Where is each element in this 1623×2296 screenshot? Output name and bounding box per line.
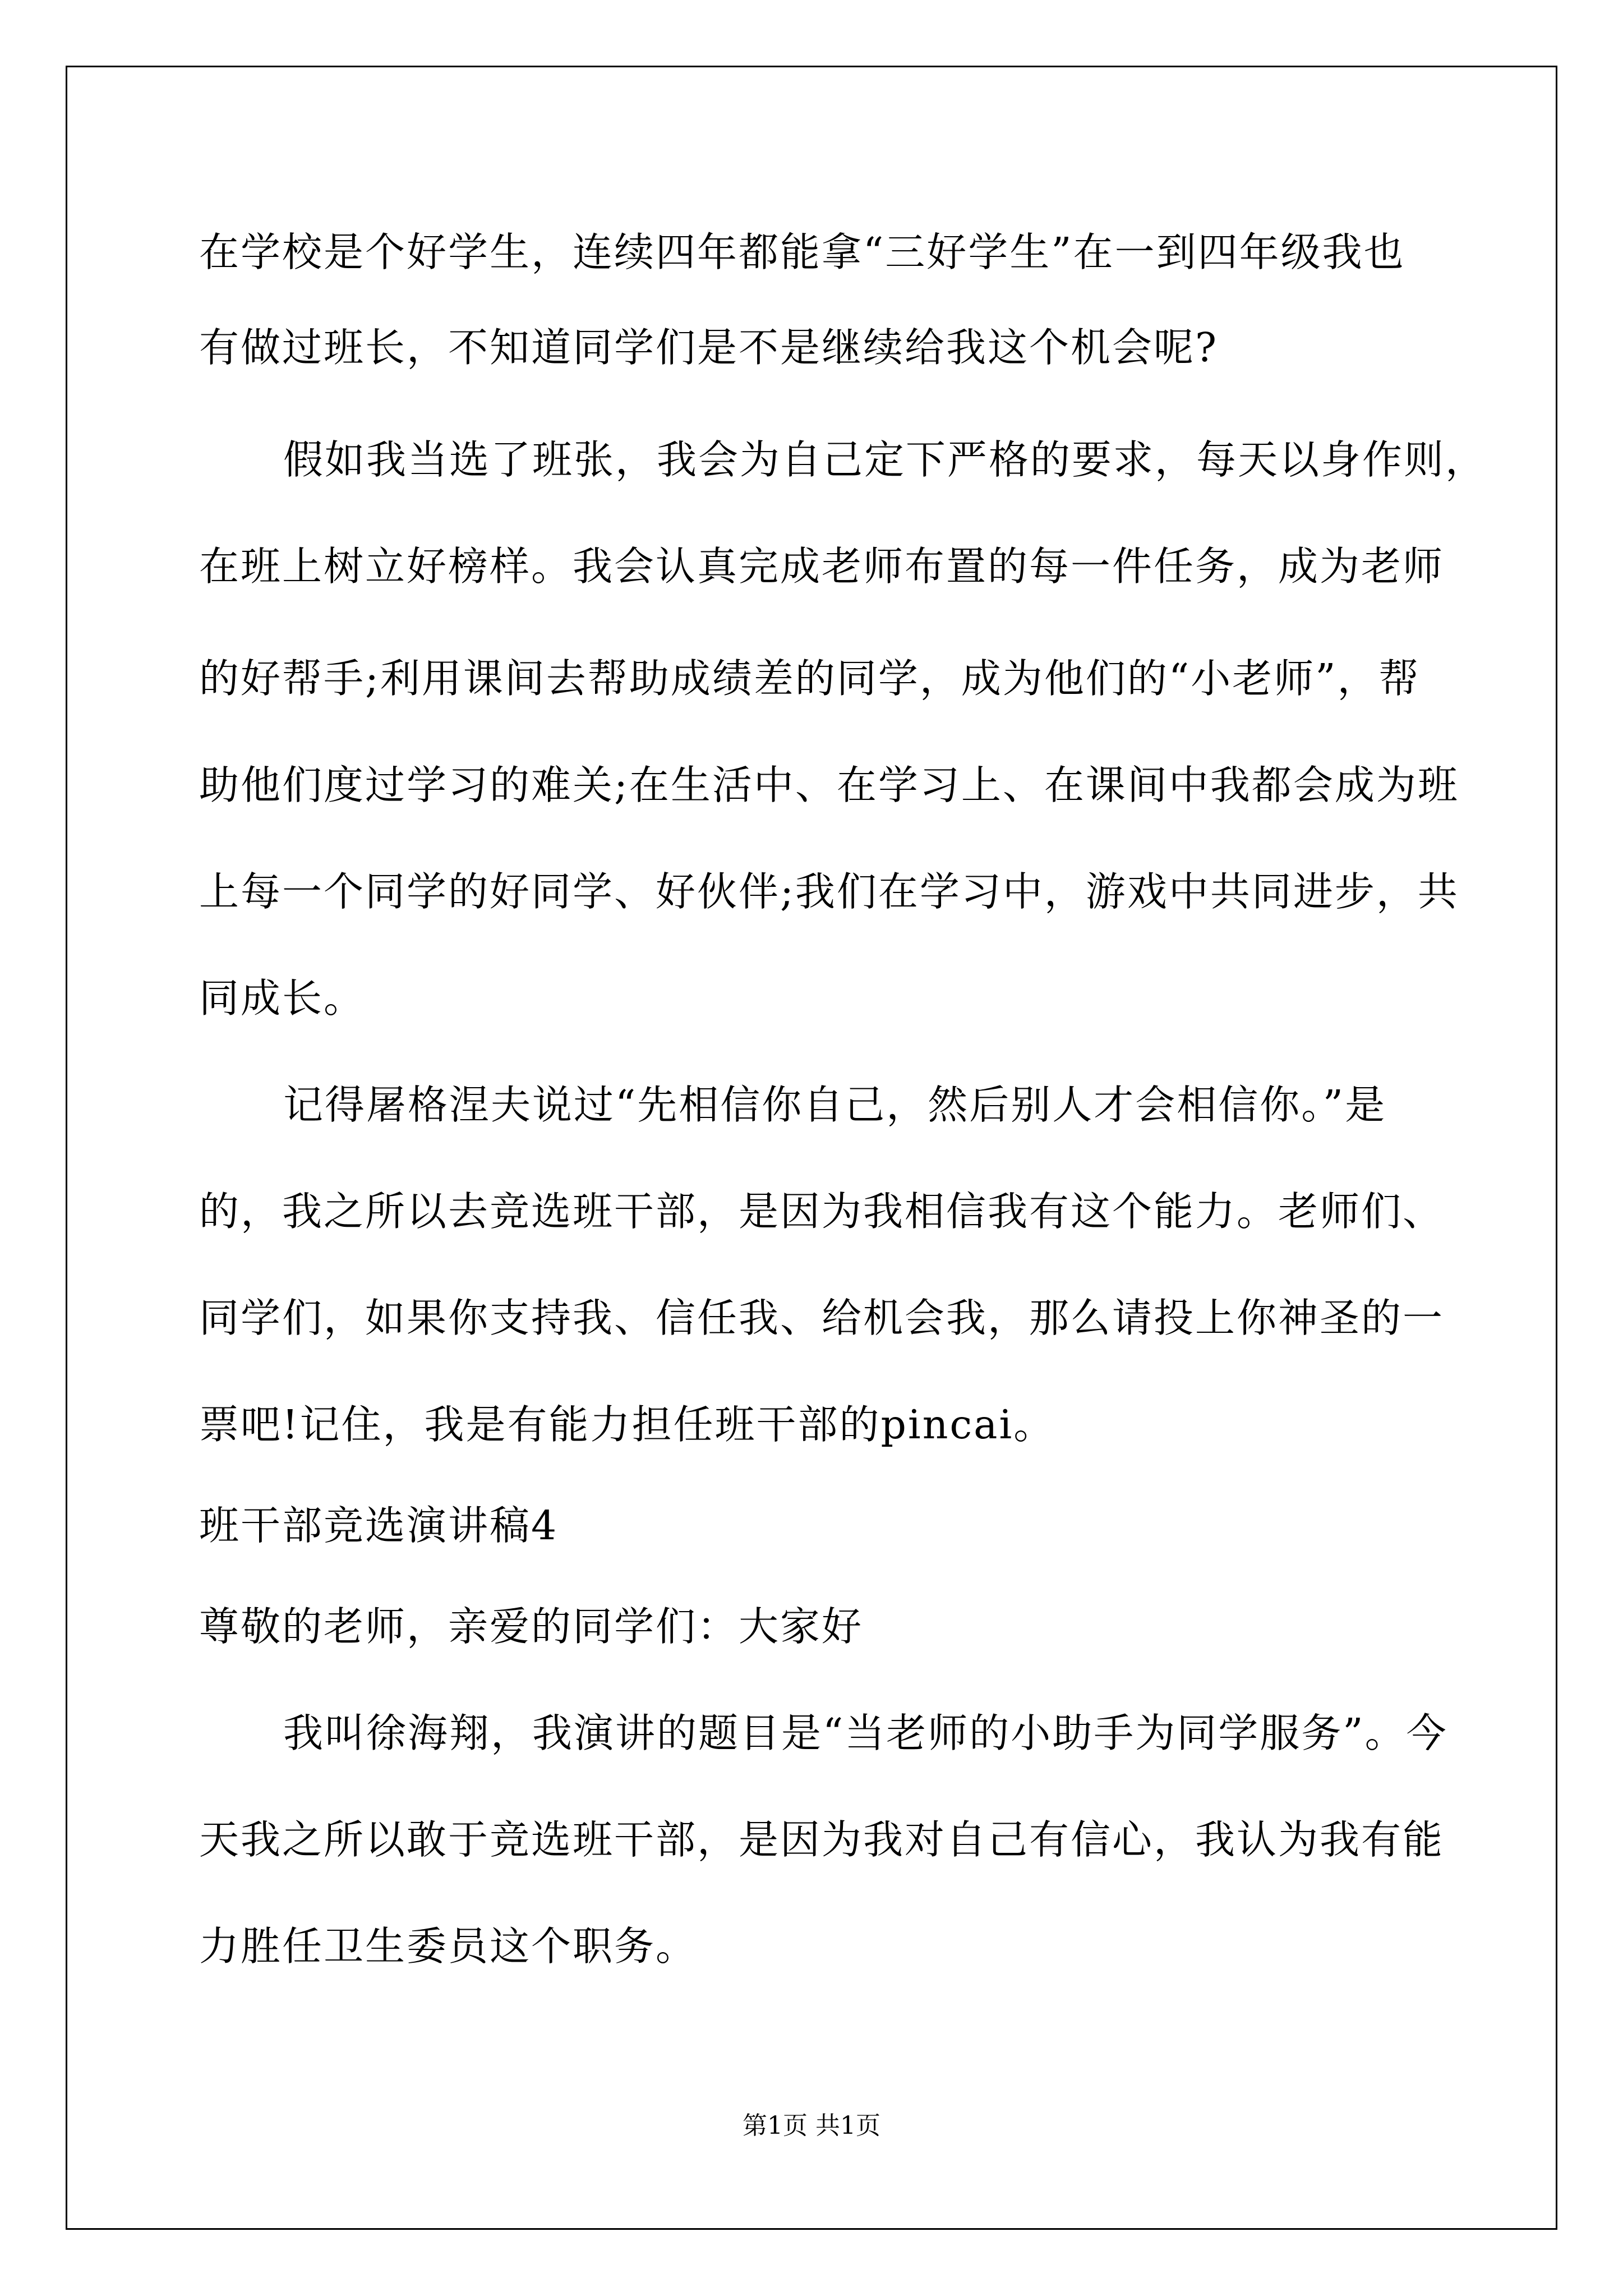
text-line: 有做过班长，不知道同学们是不是继续给我这个机会呢? xyxy=(199,324,1219,371)
text-line: 假如我当选了班张，我会为自己定下严格的要求，每天以身作则， xyxy=(283,436,1487,483)
text-line: 的好帮手;利用课间去帮助成绩差的同学，成为他们的“小老师”，帮 xyxy=(199,655,1421,702)
salutation: 尊敬的老师，亲爱的同学们：大家好 xyxy=(199,1603,864,1650)
page-number: 第1页 共1页 xyxy=(743,2111,880,2140)
text-line: 同学们，如果你支持我、信任我、给机会我，那么请投上你神圣的一 xyxy=(199,1295,1445,1341)
text-line: 我叫徐海翔，我演讲的题目是“当老师的小助手为同学服务”。今 xyxy=(283,1710,1448,1756)
text-line: 助他们度过学习的难关;在生活中、在学习上、在课间中我都会成为班 xyxy=(199,762,1459,808)
text-line: 在班上树立好榜样。我会认真完成老师布置的每一件任务，成为老师 xyxy=(199,543,1445,590)
text-line: 的，我之所以去竞选班干部，是因为我相信我有这个能力。老师们、 xyxy=(199,1188,1445,1235)
text-line: 记得屠格涅夫说过“先相信你自己，然后别人才会相信你。”是 xyxy=(283,1082,1387,1128)
text-line: 力胜任卫生委员这个职务。 xyxy=(199,1923,698,1970)
text-line: 在学校是个好学生，连续四年都能拿“三好学生”在一到四年级我也 xyxy=(199,229,1405,275)
page-border xyxy=(66,66,1557,2230)
text-line: 同成长。 xyxy=(199,975,366,1022)
text-line: 天我之所以敢于竞选班干部，是因为我对自己有信心，我认为我有能 xyxy=(199,1816,1445,1863)
text-line: 票吧!记住，我是有能力担任班干部的pincai。 xyxy=(199,1401,1055,1448)
section-heading: 班干部竞选演讲稿4 xyxy=(199,1502,559,1549)
text-line: 上每一个同学的好同学、好伙伴;我们在学习中，游戏中共同进步，共 xyxy=(199,868,1459,915)
